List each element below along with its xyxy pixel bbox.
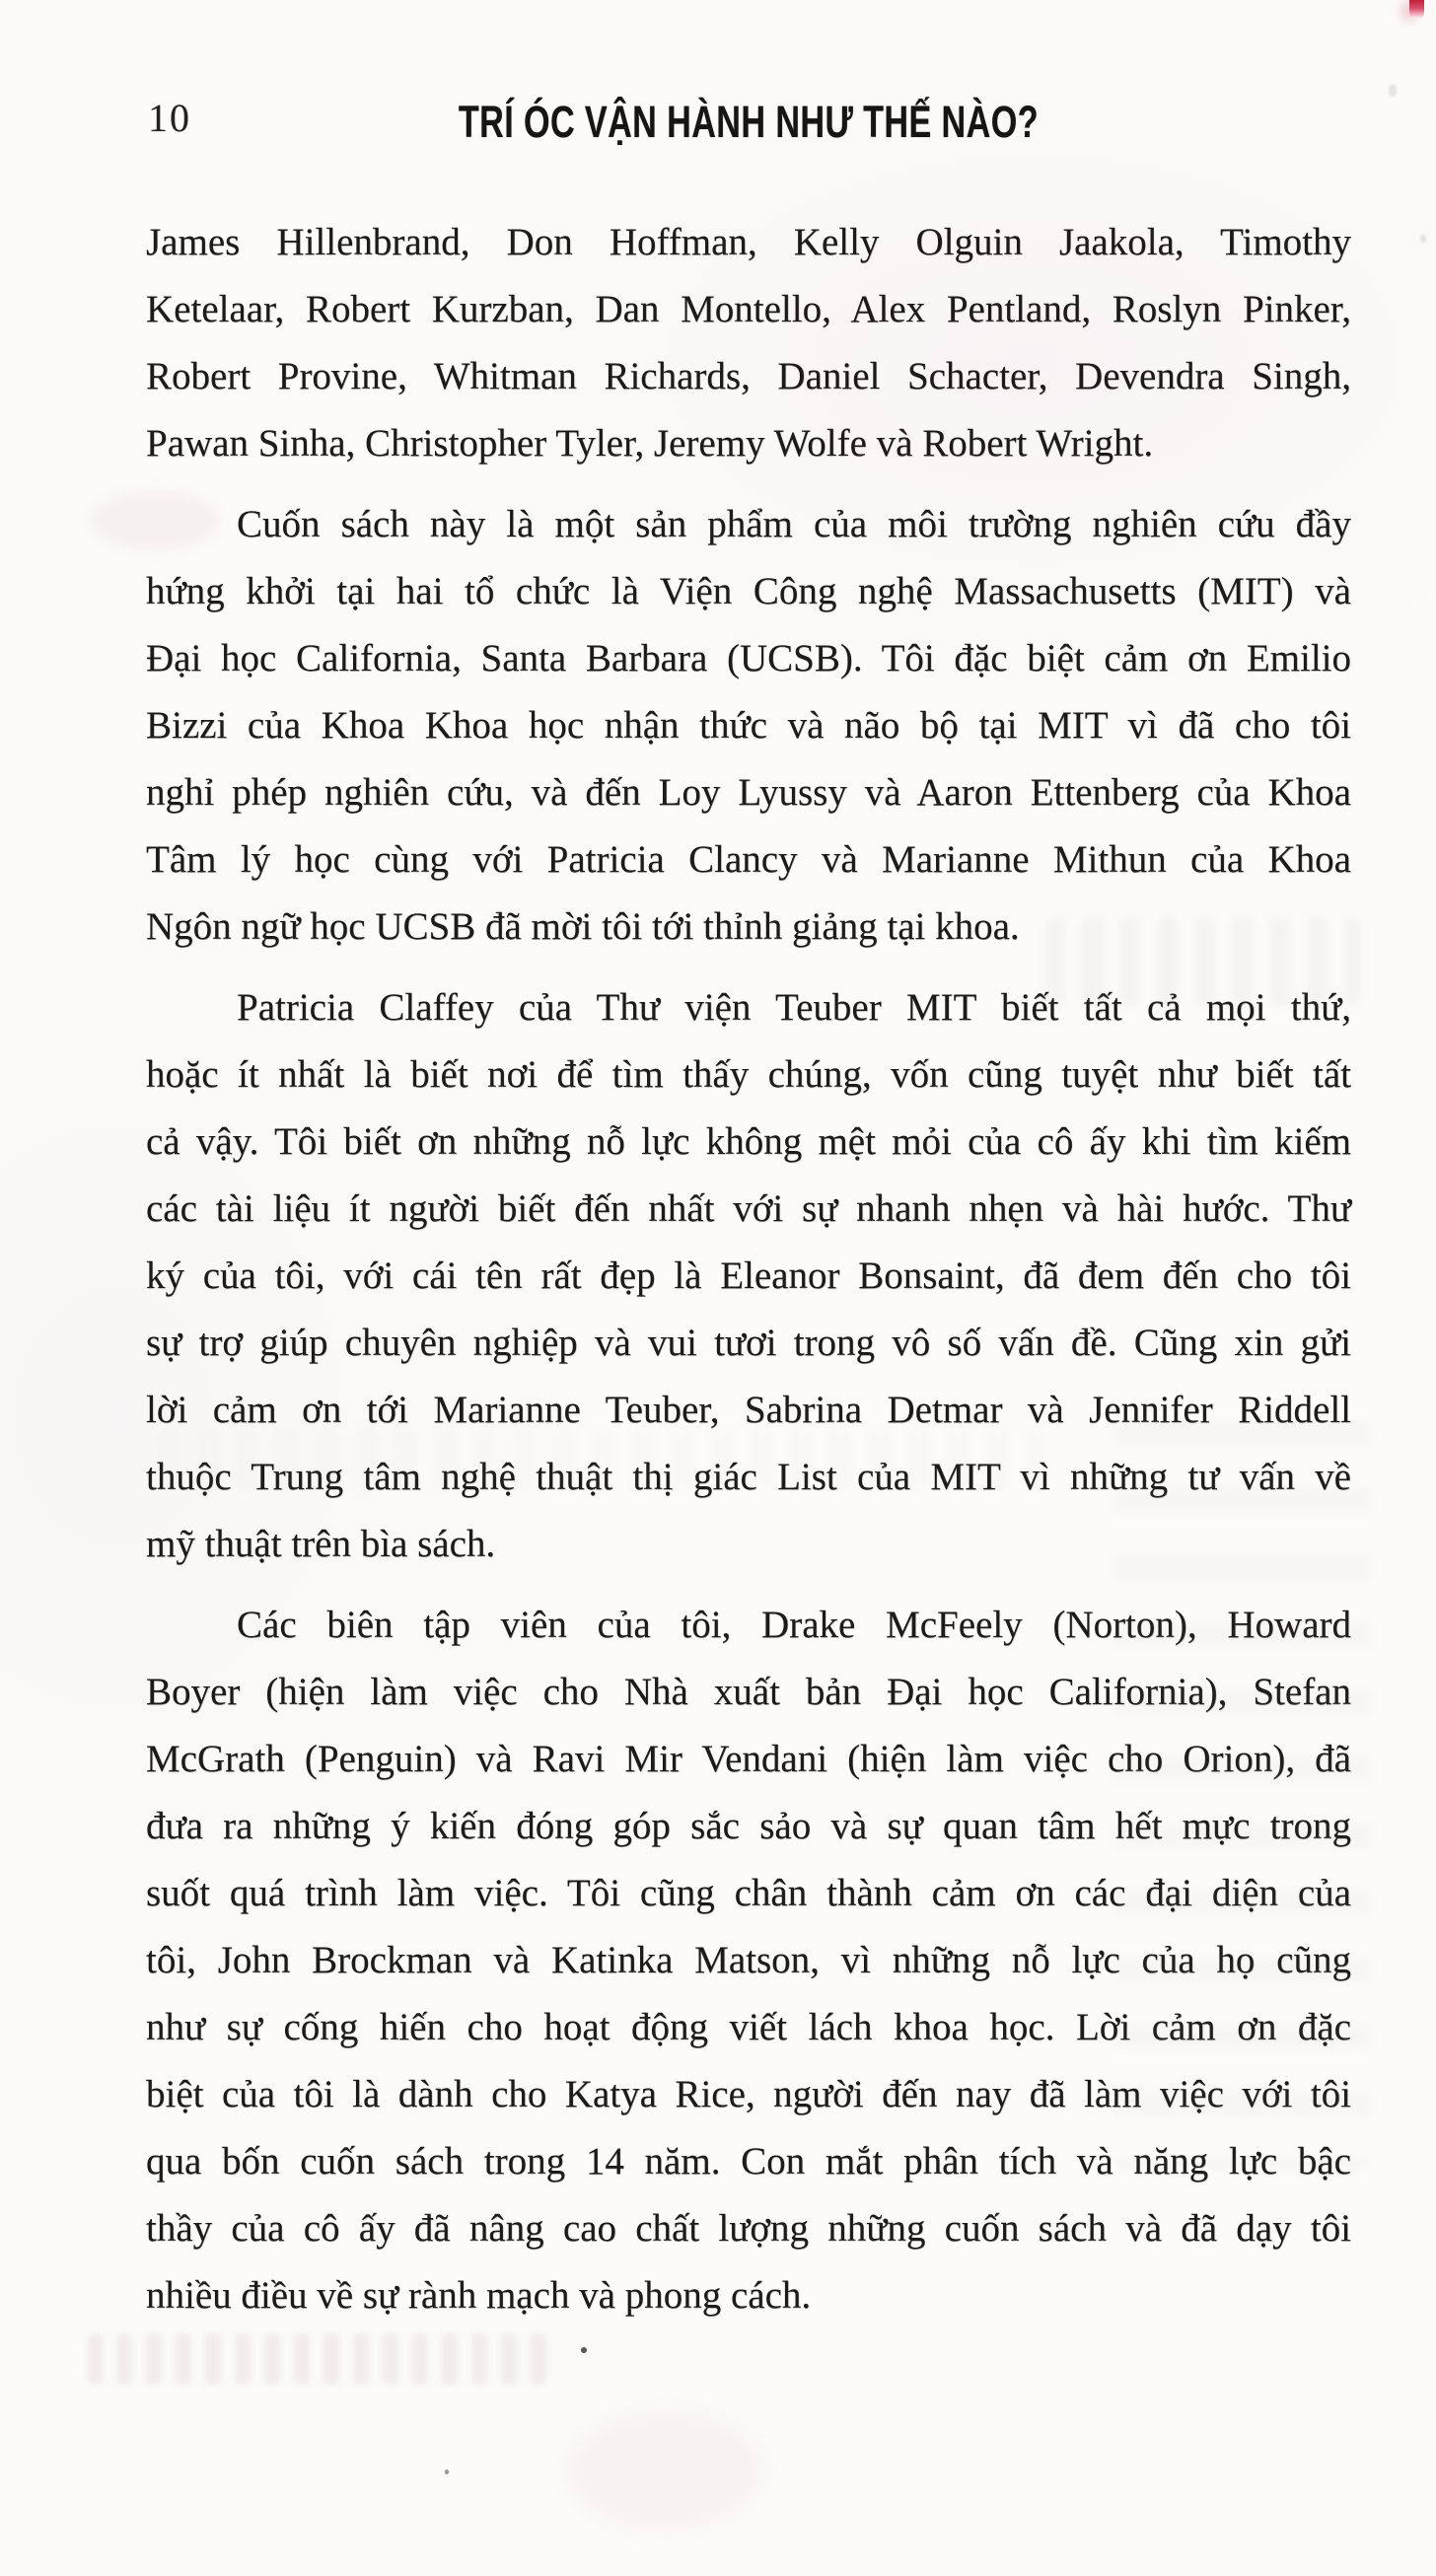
bleedthrough-smudge <box>87 2333 550 2385</box>
text-line: cả vậy. Tôi biết ơn những nỗ lực không mệt mỏi của cô ấy khi tìm kiếm <box>146 1120 1351 1163</box>
paragraph <box>146 209 1351 477</box>
text-line: biệt của tôi là dành cho Katya Rice, người đến nay đã làm việc với tôi <box>146 2073 1351 2115</box>
scan-speck <box>1420 235 1426 243</box>
text-line: hoặc ít nhất là biết nơi để tìm thấy chúng, vốn cũng tuyệt như biết tất <box>146 1053 1351 1096</box>
text-line: Ngôn ngữ học UCSB đã mời tôi tới thỉnh giảng tại khoa. <box>146 905 1020 948</box>
text-line: Cuốn sách này là một sản phẩm của môi trường nghiên cứu đầy <box>237 503 1351 545</box>
paragraph <box>146 974 1351 1578</box>
text-line: lời cảm ơn tới Marianne Teuber, Sabrina Detmar và Jennifer Riddell <box>146 1389 1351 1431</box>
page-number: 10 <box>148 96 191 140</box>
running-title: TRÍ ÓC VẬN HÀNH NHƯ THẾ NÀO? <box>458 97 1040 147</box>
text-line: nhiều điều về sự rành mạch và phong cách. <box>146 2274 812 2317</box>
text-line: Các biên tập viên của tôi, Drake McFeely (Norton), Howard <box>237 1604 1351 1646</box>
text-line: đưa ra những ý kiến đóng góp sắc sảo và sự quan tâm hết mực trong <box>146 1805 1351 1847</box>
scan-corner-mark <box>1409 0 1424 19</box>
text-line: Ketelaar, Robert Kurzban, Dan Montello, Alex Pentland, Roslyn Pinker, <box>146 288 1351 330</box>
text-line: McGrath (Penguin) và Ravi Mir Vendani (hiện làm việc cho Orion), đã <box>146 1738 1351 1780</box>
paragraph <box>146 1592 1351 2329</box>
text-line: James Hillenbrand, Don Hoffman, Kelly Olguin Jaakola, Timothy <box>146 221 1351 263</box>
text-line: qua bốn cuốn sách trong 14 năm. Con mắt phân tích và năng lực bậc <box>146 2140 1351 2182</box>
text-line: Đại học California, Santa Barbara (UCSB). Tôi đặc biệt cảm ơn Emilio <box>146 637 1351 680</box>
paragraph <box>146 491 1351 961</box>
text-line: Tâm lý học cùng với Patricia Clancy và Marianne Mithun của Khoa <box>146 838 1351 881</box>
running-title-wrap <box>146 97 1351 148</box>
text-line: các tài liệu ít người biết đến nhất với sự nhanh nhẹn và hài hước. Thư <box>146 1187 1351 1230</box>
text-line: Boyer (hiện làm việc cho Nhà xuất bản Đại học California), Stefan <box>146 1671 1351 1713</box>
scan-speck <box>445 2469 449 2474</box>
text-line: thầy của cô ấy đã nâng cao chất lượng những cuốn sách và đã dạy tôi <box>146 2207 1351 2250</box>
text-line: nghỉ phép nghiên cứu, và đến Loy Lyussy và Aaron Ettenberg của Khoa <box>146 771 1351 814</box>
text-line: Robert Provine, Whitman Richards, Daniel Schacter, Devendra Singh, <box>146 355 1351 397</box>
text-line: Bizzi của Khoa Khoa học nhận thức và não bộ tại MIT vì đã cho tôi <box>146 704 1351 747</box>
text-line: hứng khởi tại hai tổ chức là Viện Công nghệ Massachusetts (MIT) và <box>146 570 1351 612</box>
text-line: tôi, John Brockman và Katinka Matson, vì những nỗ lực của họ cũng <box>146 1939 1351 1981</box>
text-line: Patricia Claffey của Thư viện Teuber MIT biết tất cả mọi thứ, <box>237 986 1351 1029</box>
text-line: ký của tôi, với cái tên rất đẹp là Eleanor Bonsaint, đã đem đến cho tôi <box>146 1254 1351 1297</box>
scan-speck <box>1389 85 1397 97</box>
text-line: như sự cống hiến cho hoạt động viết lách khoa học. Lời cảm ơn đặc <box>146 2006 1351 2048</box>
text-line: sự trợ giúp chuyên nghiệp và vui tươi trong vô số vấn đề. Cũng xin gửi <box>146 1322 1351 1364</box>
text-line: Pawan Sinha, Christopher Tyler, Jeremy Wolfe và Robert Wright. <box>146 422 1154 465</box>
bleedthrough-smudge <box>567 2411 764 2530</box>
text-line: thuộc Trung tâm nghệ thuật thị giác List của MIT vì những tư vấn về <box>146 1456 1351 1498</box>
text-line: suốt quá trình làm việc. Tôi cũng chân thành cảm ơn các đại diện của <box>146 1872 1351 1914</box>
text-line: mỹ thuật trên bìa sách. <box>146 1523 496 1565</box>
scan-speck <box>581 2347 587 2353</box>
text-block <box>146 209 1351 2329</box>
